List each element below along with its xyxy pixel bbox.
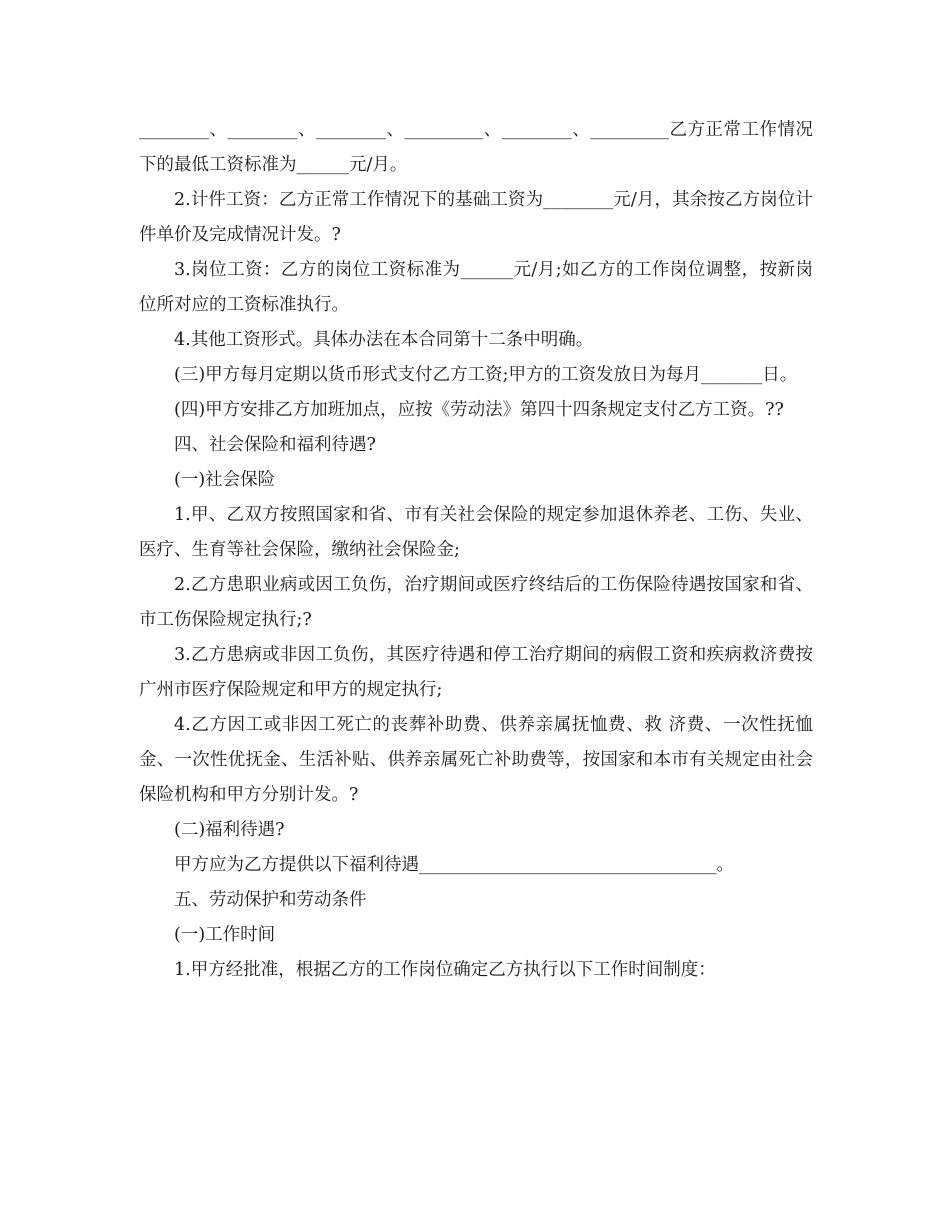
section-heading-labor-protection: 五、劳动保护和劳动条件 <box>174 890 367 910</box>
document-body <box>139 113 813 988</box>
paragraph-insurance-participation: 1.甲、乙双方按照国家和省、市有关社会保险的规定参加退休养老、工伤、失业、医疗、生育等社会保险，缴纳社会保险金; <box>139 505 813 560</box>
subheading-welfare: (二)福利待遇? <box>174 820 285 840</box>
paragraph-overtime: (四)甲方安排乙方加班加点，应按《劳动法》第四十四条规定支付乙方工资。?? <box>174 400 784 420</box>
paragraph-other-wage: 4.其他工资形式。具体办法在本合同第十二条中明确。 <box>174 330 594 350</box>
paragraph-min-wage: ________、________、________、_________、________、_________乙方正常工作情况下的最低工资标准为______元/月。 <box>139 120 813 175</box>
section-heading-social-insurance: 四、社会保险和福利待遇? <box>174 435 376 455</box>
paragraph-welfare: 甲方应为乙方提供以下福利待遇__________________________________。 <box>174 855 734 875</box>
paragraph-position-wage: 3.岗位工资：乙方的岗位工资标准为______元/月;如乙方的工作岗位调整，按新岗位所对应的工资标准执行。 <box>139 260 813 315</box>
paragraph-death-benefits: 4.乙方因工或非因工死亡的丧葬补助费、供养亲属抚恤费、救 济费、一次性抚恤金、一次性优抚金、生活补贴、供养亲属死亡补助费等，按国家和本市有关规定由社会保险机构和甲方分别计发。? <box>139 715 813 805</box>
paragraph-sick-leave: 3.乙方患病或非因工负伤，其医疗待遇和停工治疗期间的病假工资和疾病救济费按广州市医疗保险规定和甲方的规定执行; <box>139 645 813 700</box>
paragraph-piece-wage: 2.计件工资：乙方正常工作情况下的基础工资为________元/月，其余按乙方岗位计件单价及完成情况计发。? <box>139 190 813 245</box>
paragraph-pay-day: (三)甲方每月定期以货币形式支付乙方工资;甲方的工资发放日为每月_______日。 <box>174 365 798 385</box>
subheading-social-insurance: (一)社会保险 <box>174 470 276 490</box>
subheading-working-hours: (一)工作时间 <box>174 925 276 945</box>
paragraph-work-injury: 2.乙方患职业病或因工负伤，治疗期间或医疗终结后的工伤保险待遇按国家和省、市工伤保险规定执行;? <box>139 575 813 630</box>
paragraph-working-hours: 1.甲方经批准，根据乙方的工作岗位确定乙方执行以下工作时间制度： <box>174 960 716 980</box>
